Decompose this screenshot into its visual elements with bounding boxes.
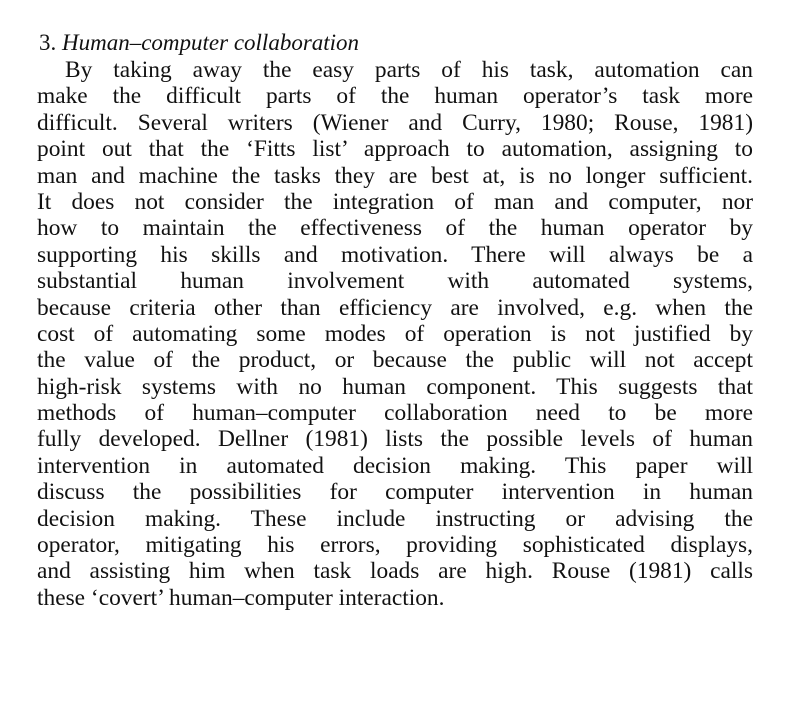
section-number: 3. — [39, 30, 57, 55]
paragraph-line: substantial human involvement with automated systems, — [37, 268, 753, 295]
paragraph-line: man and machine the tasks they are best at, is no longer sufficient. — [37, 162, 753, 189]
paragraph-line: supporting his skills and motivation. There will always be a — [37, 241, 753, 268]
paragraph-line: decision making. These include instructing or advising the — [37, 505, 753, 532]
paragraph-line: cost of automating some modes of operation is not justified by — [37, 320, 753, 347]
paragraph-line: and assisting him when task loads are high. Rouse (1981) calls — [37, 558, 753, 585]
paragraph-line: discuss the possibilities for computer intervention in human — [37, 479, 753, 506]
section-title: Human–computer collaboration — [62, 30, 360, 55]
paragraph-line: point out that the ‘Fitts list’ approach to automation, assigning to — [37, 136, 753, 163]
paragraph-line: difficult. Several writers (Wiener and Curry, 1980; Rouse, 1981) — [37, 109, 753, 136]
paragraph-line: By taking away the easy parts of his task, automation can — [65, 57, 753, 83]
paragraph-line: It does not consider the integration of man and computer, nor — [37, 188, 753, 215]
paragraph-line: fully developed. Dellner (1981) lists the possible levels of human — [37, 426, 753, 453]
paragraph-line: how to maintain the effectiveness of the human operator by — [37, 215, 753, 242]
paragraph-line: intervention in automated decision making. This paper will — [37, 452, 753, 479]
paragraph-line: the value of the product, or because the public will not accept — [37, 347, 753, 374]
paragraph-line: because criteria other than efficiency are involved, e.g. when the — [37, 294, 753, 321]
paragraph-line: make the difficult parts of the human operator’s task more — [37, 83, 753, 110]
section-heading — [39, 30, 359, 56]
body-paragraph — [37, 57, 753, 611]
paragraph-line: methods of human–computer collaboration need to be more — [37, 400, 753, 427]
paragraph-line: these ‘covert’ human–computer interaction. — [37, 584, 445, 611]
paragraph-line: high-risk systems with no human component. This suggests that — [37, 373, 753, 400]
paragraph-line: operator, mitigating his errors, providing sophisticated displays, — [37, 532, 753, 559]
